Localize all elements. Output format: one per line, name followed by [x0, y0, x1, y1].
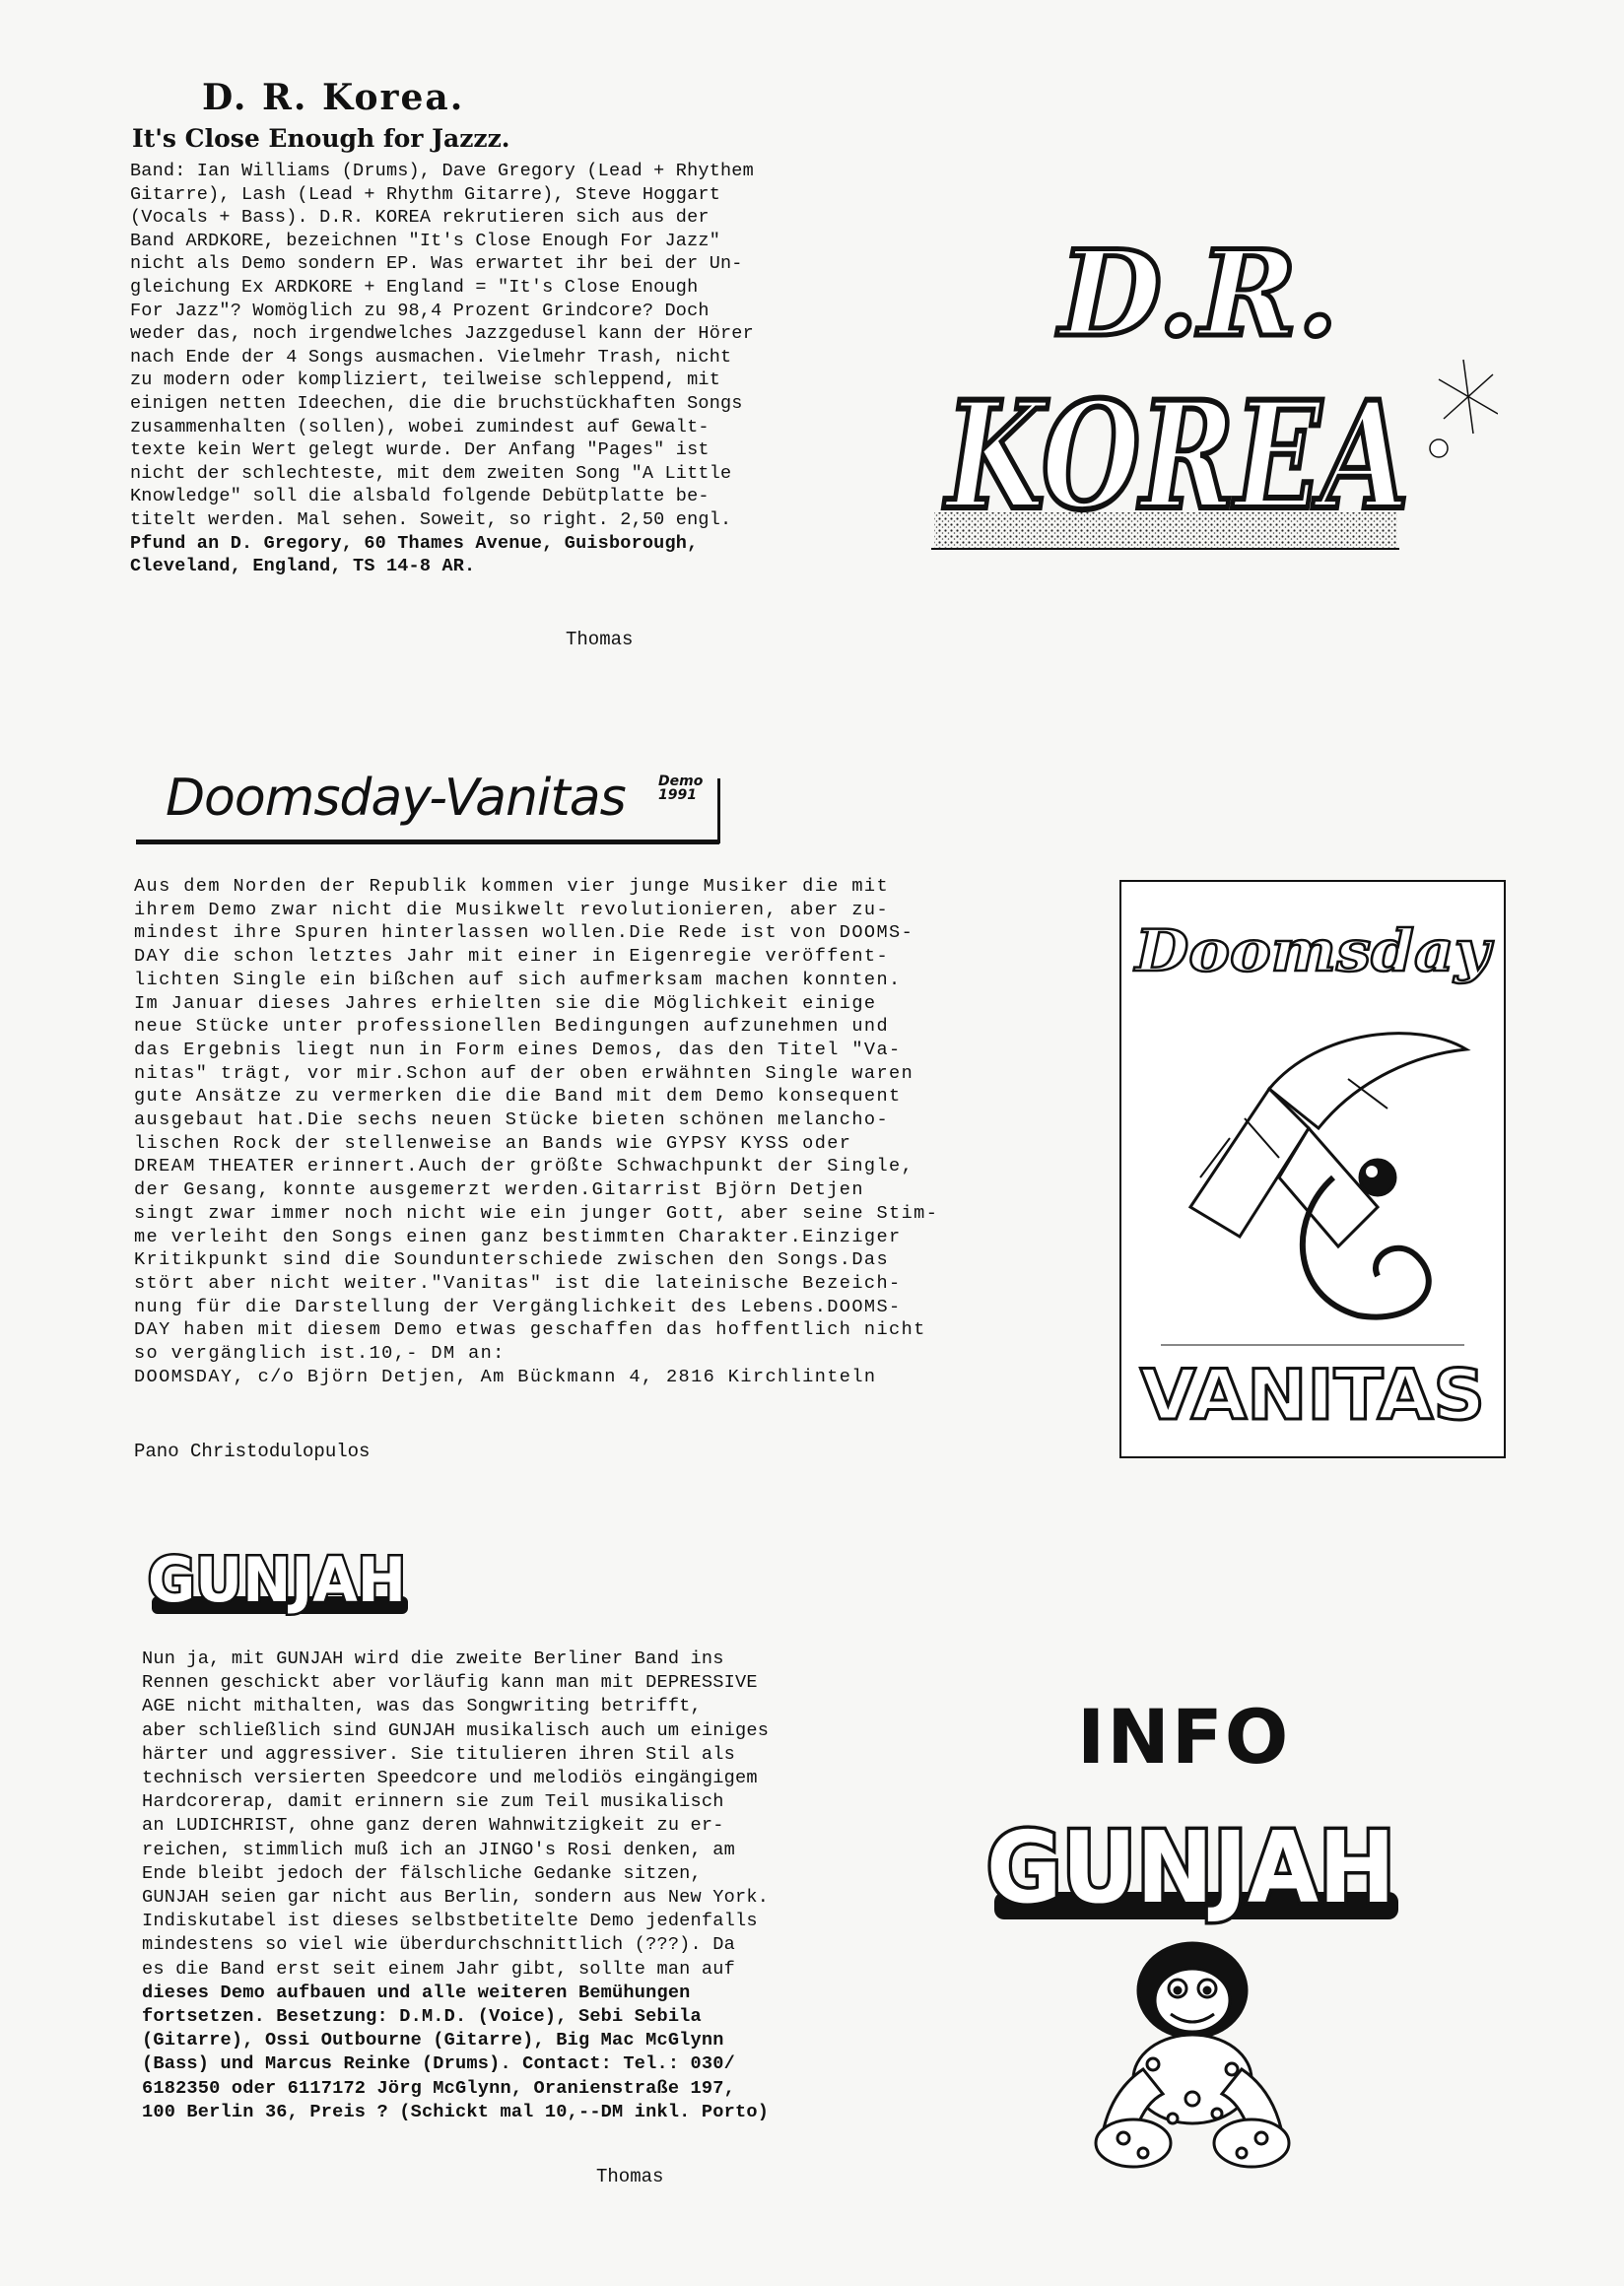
gunjah-line: härter und aggressiver. Sie titulieren ihren Stil als — [142, 1743, 735, 1765]
drkorea-line: nicht als Demo sondern EP. Was erwartet ihr bei der Un- — [130, 253, 743, 275]
info-label: INFO — [1077, 1693, 1291, 1781]
gunjah-logo — [146, 1547, 412, 1618]
monster-mascot — [1074, 1931, 1311, 2173]
drkorea-logo-bottom: KOREA — [942, 370, 1409, 543]
drkorea-line: Pfund an D. Gregory, 60 Thames Avenue, Guisborough, — [130, 532, 699, 554]
doomsday-logo-art — [1121, 882, 1504, 1456]
doomsday-tag-demo: Demo — [658, 773, 704, 789]
drkorea-line: Knowledge" soll die alsbald folgende Debütplatte be- — [130, 486, 710, 507]
doomsday-line: DREAM THEATER erinnert.Auch der größte Schwachpunkt der Single, — [134, 1156, 914, 1177]
doomsday-line: mindest ihre Spuren hinterlassen wollen.Die Rede ist von DOOMS- — [134, 922, 914, 944]
drkorea-logo-top: D.R. — [1059, 225, 1339, 364]
gunjah-line: Rennen geschickt aber vorläufig kann man mit DEPRESSIVE — [142, 1672, 758, 1694]
doomsday-line: DOOMSDAY, c/o Björn Detjen, Am Bückmann 4, 2816 Kirchlinteln — [134, 1366, 877, 1387]
gunjah-line: Nun ja, mit GUNJAH wird die zweite Berliner Band ins — [142, 1648, 724, 1669]
info-gunjah-logo-text: GUNJAH — [986, 1813, 1395, 1925]
doomsday-line: stört aber nicht weiter."Vanitas" ist die lateinische Bezeich- — [134, 1272, 902, 1294]
drkorea-line: Gitarre), Lash (Lead + Rhythm Gitarre), Steve Hoggart — [130, 183, 720, 205]
drkorea-line: zusammenhalten (sollen), wobei zumindest auf Gewalt- — [130, 416, 710, 437]
doomsday-line: Im Januar dieses Jahres erhielten sie die Möglichkeit einige — [134, 992, 877, 1014]
drkorea-line: Band ARDKORE, bezeichnen "It's Close Enough For Jazz" — [130, 230, 720, 251]
drkorea-line: einigen netten Ideechen, die die bruchstückhaften Songs — [130, 392, 743, 414]
doomsday-title-block — [136, 769, 727, 852]
gunjah-line: es die Band erst seit einem Jahr gibt, sollte man auf — [142, 1958, 735, 1980]
gunjah-line: reichen, stimmlich muß ich an JINGO's Rosi denken, am — [142, 1839, 735, 1860]
drkorea-line: texte kein Wert gelegt wurde. Der Anfang "Pages" ist — [130, 439, 710, 461]
gunjah-line: Ende bleibt jedoch der fälschliche Gedanke sitzen, — [142, 1862, 702, 1884]
gunjah-line: (Bass) und Marcus Reinke (Drums). Contact: Tel.: 030/ — [142, 2053, 735, 2075]
doomsday-logo — [1119, 880, 1506, 1458]
doomsday-review-text — [134, 875, 938, 1388]
drkorea-review-text — [130, 160, 754, 578]
doomsday-line: nung für die Darstellung der Vergänglichkeit des Lebens.DOOMS- — [134, 1296, 902, 1317]
gunjah-line: dieses Demo aufbauen und alle weiteren Bemühungen — [142, 1982, 691, 2003]
drkorea-line: weder das, noch irgendwelches Jazzgedusel kann der Hörer — [130, 323, 754, 345]
sparkle-icon — [1430, 360, 1498, 457]
doomsday-line: DAY haben mit diesem Demo etwas geschaffen das hoffentlich nicht — [134, 1319, 926, 1341]
info-gunjah-logo — [981, 1813, 1404, 1926]
doomsday-tag-year: 1991 — [658, 787, 697, 803]
drkorea-line: titelt werden. Mal sehen. Soweit, so right. 2,50 engl. — [130, 508, 732, 530]
doomsday-line: neue Stücke unter professionellen Bedingungen aufzunehmen und — [134, 1016, 890, 1038]
doomsday-line: me verleiht den Songs einen ganz bestimmten Charakter.Einziger — [134, 1226, 902, 1247]
gunjah-line: fortsetzen. Besetzung: D.M.D. (Voice), Sebi Sebila — [142, 2006, 702, 2028]
gunjah-logo-text: GUNJAH — [148, 1547, 406, 1616]
doomsday-line: Aus dem Norden der Republik kommen vier junge Musiker die mit — [134, 876, 890, 897]
doomsday-line: ausgebaut hat.Die sechs neuen Stücke bieten schönen melancho- — [134, 1109, 890, 1131]
gunjah-line: 100 Berlin 36, Preis ? (Schickt mal 10,--DM inkl. Porto) — [142, 2101, 770, 2122]
drkorea-line: (Vocals + Bass). D.R. KOREA rekrutieren sich aus der — [130, 207, 710, 229]
drkorea-author: Thomas — [566, 629, 634, 650]
title-bracket — [717, 778, 720, 843]
info-gunjah-logo-art — [981, 1813, 1404, 1926]
doomsday-author: Pano Christodulopulos — [134, 1441, 371, 1462]
doomsday-line: DAY die schon letztes Jahr mit einer in Eigenregie veröffent- — [134, 946, 890, 968]
drkorea-heading: D. R. Korea. — [202, 77, 465, 118]
gunjah-line: 6182350 oder 6117172 Jörg McGlynn, Oranienstraße 197, — [142, 2077, 735, 2099]
doomsday-logo-bottom: VANITAS — [1140, 1355, 1485, 1436]
doomsday-line: lichten Single ein bißchen auf sich aufmerksam machen konnten. — [134, 969, 902, 990]
gunjah-line: Indiskutabel ist dieses selbstbetitelte Demo jedenfalls — [142, 1911, 758, 1932]
doomsday-logo-top: Doomsday — [1132, 917, 1495, 984]
doomsday-line: lischen Rock der stellenweise an Bands wie GYPSY KYSS oder — [134, 1132, 852, 1154]
drkorea-line: nach Ende der 4 Songs ausmachen. Vielmehr Trash, nicht — [130, 346, 732, 368]
title-underline — [136, 840, 719, 844]
doomsday-title: Doomsday-Vanitas — [166, 769, 626, 828]
gunjah-line: (Gitarre), Ossi Outbourne (Gitarre), Big Mac McGlynn — [142, 2030, 724, 2051]
gunjah-line: an LUDICHRIST, ohne ganz deren Wahnwitzigkeit zu er- — [142, 1815, 724, 1837]
doomsday-line: der Gesang, konnte ausgemerzt werden.Gitarrist Björn Detjen — [134, 1179, 864, 1201]
gunjah-line: aber schließlich sind GUNJAH musikalisch auch um einiges — [142, 1719, 770, 1741]
monster-icon — [1074, 1931, 1311, 2173]
doomsday-line: nitas" trägt, vor mir.Schon auf der oben erwähnten Single waren — [134, 1062, 914, 1084]
drkorea-line: Cleveland, England, TS 14-8 AR. — [130, 556, 476, 577]
drkorea-logo-art — [926, 192, 1498, 557]
gunjah-author: Thomas — [596, 2166, 664, 2187]
doomsday-line: ihrem Demo zwar nicht die Musikwelt revolutionieren, aber zu- — [134, 899, 890, 920]
gunjah-review-text — [142, 1647, 769, 2124]
doomsday-line: so vergänglich ist.10,- DM an: — [134, 1343, 506, 1365]
gunjah-line: GUNJAH seien gar nicht aus Berlin, sondern aus New York. — [142, 1887, 770, 1909]
drkorea-logo — [926, 192, 1498, 557]
gunjah-line: AGE nicht mithalten, was das Songwriting betrifft, — [142, 1696, 702, 1717]
gunjah-line: technisch versierten Speedcore und melodiös eingängigem — [142, 1768, 758, 1789]
gunjah-logo-art — [146, 1547, 412, 1618]
doomsday-line: das Ergebnis liegt nun in Form eines Demos, das den Titel "Va- — [134, 1039, 902, 1060]
drkorea-line: Band: Ian Williams (Drums), Dave Gregory (Lead + Rhythem — [130, 161, 754, 181]
drkorea-subheading: It's Close Enough for Jazzz. — [132, 124, 510, 153]
scythe-hourglass-icon — [1190, 1034, 1466, 1317]
doomsday-line: singt zwar immer noch nicht wie ein junger Gott, aber seine Stim- — [134, 1202, 939, 1224]
drkorea-line: For Jazz"? Womöglich zu 98,4 Prozent Grindcore? Doch — [130, 300, 710, 321]
doomsday-line: Kritikpunkt sind die Soundunterschiede zwischen den Songs.Das — [134, 1249, 890, 1271]
gunjah-line: Hardcorerap, damit erinnern sie zum Teil musikalisch — [142, 1791, 724, 1813]
drkorea-line: zu modern oder kompliziert, teilweise schleppend, mit — [130, 370, 720, 391]
doomsday-line: gute Ansätze zu vermerken die die Band mit dem Demo konsequent — [134, 1086, 902, 1108]
drkorea-line: nicht der schlechteste, mit dem zweiten Song "A Little — [130, 462, 732, 484]
gunjah-line: mindestens so viel wie überdurchschnittlich (???). Da — [142, 1934, 735, 1956]
drkorea-line: gleichung Ex ARDKORE + England = "It's Close Enough — [130, 276, 699, 298]
